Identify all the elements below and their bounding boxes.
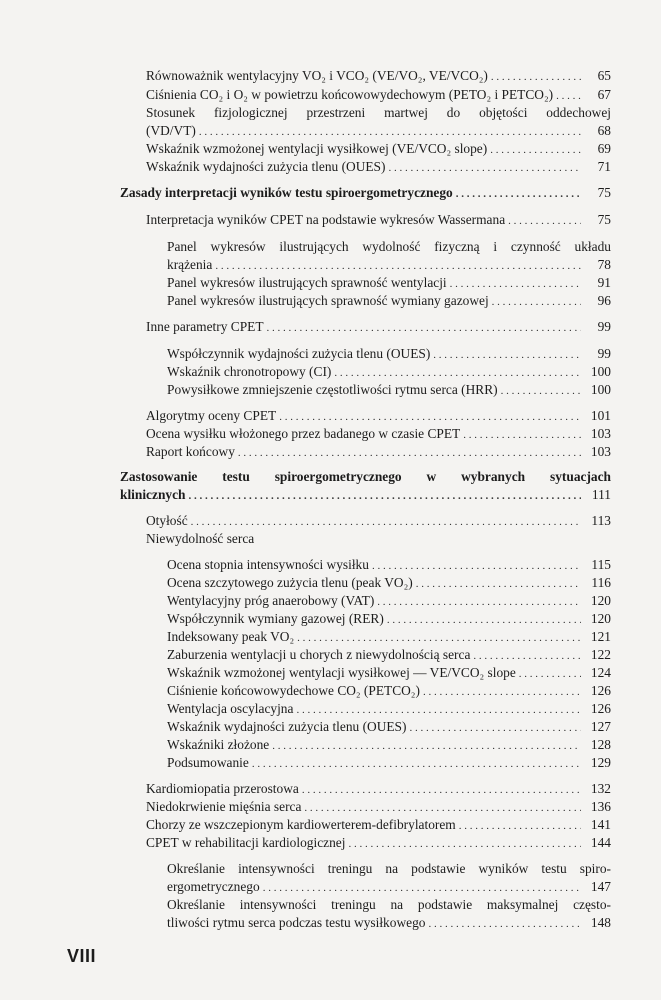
toc-entry-page: 136	[590, 799, 611, 814]
toc-entry-page: 103	[590, 426, 611, 441]
toc-entry[interactable]	[146, 407, 611, 426]
leader-dots	[263, 880, 581, 897]
toc-entry-page: 128	[590, 737, 611, 752]
leader-dots	[238, 445, 581, 462]
toc-entry-title: ergometrycznego	[167, 879, 260, 894]
toc-entry-title: Wskaźniki złożone	[167, 737, 270, 752]
toc-entry-title: Niedokrwienie mięśnia serca	[146, 799, 302, 814]
toc-entry-title: Ocena szczytowego zużycia tlenu (peak VO₂)	[167, 575, 413, 590]
toc-entry-page: 75	[597, 212, 611, 227]
toc-entry[interactable]	[167, 682, 611, 701]
leader-dots	[272, 738, 581, 755]
leader-dots	[348, 836, 581, 853]
toc-entry[interactable]	[167, 363, 611, 382]
toc-entry-title: Wskaźnik wydajności zużycia tlenu (OUES)	[146, 159, 386, 174]
leader-dots	[388, 160, 581, 177]
toc-entry[interactable]	[146, 816, 611, 835]
toc-entry-title: Algorytmy oceny CPET	[146, 408, 277, 423]
leader-dots	[428, 916, 581, 933]
toc-entry-page: 71	[597, 159, 611, 174]
leader-dots	[267, 320, 581, 337]
toc-entry-title: Niewydolność serca	[146, 531, 255, 546]
toc-entry-title: Określanie intensywności treningu na podstawie wyników testu spiro-	[167, 861, 611, 876]
toc-entry-page: 103	[590, 444, 611, 459]
leader-dots	[508, 213, 581, 230]
toc-chapter[interactable]	[120, 184, 611, 203]
toc-entry[interactable]	[146, 834, 611, 853]
leader-dots	[252, 756, 581, 773]
toc-entry[interactable]	[167, 628, 611, 647]
toc-entry-line2[interactable]	[167, 878, 611, 897]
page-number: VIII	[67, 946, 97, 966]
toc-entry-title: Indeksowany peak VO₂	[167, 629, 295, 644]
leader-dots	[199, 124, 581, 141]
toc-entry-page: 68	[597, 123, 611, 138]
leader-dots	[377, 594, 581, 611]
toc-entry[interactable]	[167, 646, 611, 665]
toc-entry[interactable]	[167, 664, 611, 683]
leader-dots	[450, 276, 581, 293]
toc-entry-title: Raport końcowy	[146, 444, 235, 459]
toc-entry-page: 100	[590, 364, 611, 379]
toc-entry[interactable]	[167, 574, 611, 593]
toc-entry-title: Panel wykresów ilustrujących wydolność fizyczną i czynność układu	[167, 239, 611, 254]
toc-entry-title: Określanie intensywności treningu na podstawie maksymalnej często-	[167, 897, 611, 912]
toc-entry-page: 113	[591, 513, 611, 528]
leader-dots	[433, 347, 581, 364]
toc-entry-title: Interpretacja wyników CPET na podstawie wykresów Wassermana	[146, 212, 506, 227]
toc-entry-title: Inne parametry CPET	[146, 319, 264, 334]
toc-entry-title: Podsumowanie	[167, 755, 249, 770]
toc-entry[interactable]	[167, 700, 611, 719]
toc-entry[interactable]	[167, 592, 611, 611]
toc-entry-title: Ciśnienia CO₂ i O₂ w powietrzu końcowowydechowym (PETO₂ i PETCO₂)	[146, 87, 554, 102]
toc-entry[interactable]	[167, 736, 611, 755]
leader-dots	[296, 702, 581, 719]
toc-entry[interactable]	[146, 86, 611, 105]
toc-entry-page: 144	[590, 835, 611, 850]
toc-entry-title: Zaburzenia wentylacji u chorych z niewydolnością serca	[167, 647, 471, 662]
toc-entry-line1[interactable]	[167, 860, 611, 877]
toc-entry-page: 100	[590, 382, 611, 397]
toc-entry-title: CPET w rehabilitacji kardiologicznej	[146, 835, 346, 850]
toc-entry[interactable]	[146, 158, 611, 177]
toc-chapter-line2[interactable]	[120, 486, 611, 505]
toc-entry-page: 141	[590, 817, 611, 832]
toc-entry-page: 126	[590, 701, 611, 716]
toc-entry-page: 147	[590, 879, 611, 894]
toc-entry[interactable]	[146, 211, 611, 230]
toc-entry-line1[interactable]	[146, 104, 611, 121]
toc-entry-title: Ocena stopnia intensywności wysiłku	[167, 557, 369, 572]
leader-dots	[191, 514, 581, 531]
leader-dots	[473, 648, 581, 665]
leader-dots	[416, 576, 581, 593]
toc-entry-line1[interactable]	[167, 896, 611, 913]
toc-entry-line1[interactable]	[167, 238, 611, 255]
toc-entry-title: Współczynnik wymiany gazowej (RER)	[167, 611, 384, 626]
leader-dots	[334, 365, 581, 382]
toc-entry-page: 96	[597, 293, 611, 308]
toc-entry[interactable]	[146, 425, 611, 444]
toc-entry-title: tliwości rytmu serca podczas testu wysiłkowego	[167, 915, 426, 930]
toc-entry-title: Wskaźnik wzmożonej wentylacji wysiłkowej (VE/VCO₂ slope)	[146, 141, 488, 156]
toc-entry-title: Wskaźnik wzmożonej wentylacji wysiłkowej — VE/VCO₂ slope	[167, 665, 516, 680]
leader-dots	[297, 630, 581, 647]
leader-dots	[492, 294, 581, 311]
leader-dots	[409, 720, 581, 737]
toc-entry[interactable]	[167, 274, 611, 293]
toc-chapter-title: Zasady interpretacji wyników testu spiroergometrycznego	[120, 185, 453, 200]
toc-entry[interactable]	[167, 381, 611, 400]
toc-entry[interactable]	[146, 140, 611, 159]
toc-entry-title: Wskaźnik chronotropowy (CI)	[167, 364, 332, 379]
leader-dots	[490, 142, 581, 159]
toc-entry-title: Wentylacyjny próg anaerobowy (VAT)	[167, 593, 375, 608]
toc-entry-page: 75	[597, 185, 611, 200]
toc-entry-page: 120	[590, 611, 611, 626]
leader-dots	[302, 782, 581, 799]
toc-entry-page: 101	[590, 408, 611, 423]
toc-entry-title: Panel wykresów ilustrujących sprawność wymiany gazowej	[167, 293, 489, 308]
toc-entry[interactable]	[167, 345, 611, 364]
leader-dots	[456, 186, 581, 203]
toc-entry-page: 78	[597, 257, 611, 272]
leader-dots	[423, 684, 581, 701]
leader-dots	[459, 818, 581, 835]
leader-dots	[279, 409, 581, 426]
toc-entry[interactable]	[146, 798, 611, 817]
leader-dots	[519, 666, 581, 683]
toc-entry-title: Powysiłkowe zmniejszenie częstotliwości rytmu serca (HRR)	[167, 382, 498, 397]
leader-dots	[491, 69, 581, 86]
toc-entry-title: Równoważnik wentylacyjny VO₂ i VCO₂ (VE/VO₂, VE/VCO₂)	[146, 68, 488, 83]
toc-entry-title: Kardiomiopatia przerostowa	[146, 781, 299, 796]
leader-dots	[372, 558, 581, 575]
leader-dots	[188, 488, 581, 505]
toc-entry-page: 126	[590, 683, 611, 698]
leader-dots	[463, 427, 581, 444]
toc-entry[interactable]	[167, 610, 611, 629]
toc-entry-title: Stosunek fizjologicznej przestrzeni martwej do objętości oddechowej	[146, 105, 611, 120]
toc-entry[interactable]	[146, 443, 611, 462]
toc-entry-title: Panel wykresów ilustrujących sprawność wentylacji	[167, 275, 447, 290]
toc-entry-page: 115	[591, 557, 611, 572]
toc-entry-title: Otyłość	[146, 513, 188, 528]
leader-dots	[387, 612, 581, 629]
toc-entry[interactable]	[167, 556, 611, 575]
leader-dots	[304, 800, 581, 817]
toc-entry-title: (VD/VT)	[146, 123, 196, 138]
toc-entry-line2[interactable]	[146, 122, 611, 141]
toc-entry-page: 129	[590, 755, 611, 770]
toc-entry-page: 132	[590, 781, 611, 796]
toc-entry-title: Ocena wysiłku włożonego przez badanego w czasie CPET	[146, 426, 461, 441]
toc-entry-page: 124	[590, 665, 611, 680]
leader-dots	[501, 383, 581, 400]
toc-entry[interactable]	[146, 530, 611, 549]
toc-entry-page: 67	[597, 87, 611, 102]
toc-entry[interactable]	[146, 318, 611, 337]
toc-entry[interactable]	[167, 718, 611, 737]
toc-entry-page: 91	[597, 275, 611, 290]
toc-entry-page: 121	[590, 629, 611, 644]
toc-entry-line2[interactable]	[167, 256, 611, 275]
toc-entry[interactable]	[146, 780, 611, 799]
toc-entry-title: Chorzy ze wszczepionym kardiowerterem-defibrylatorem	[146, 817, 456, 832]
toc-entry-page: 127	[590, 719, 611, 734]
toc-entry-page: 116	[591, 575, 611, 590]
toc-entry[interactable]	[167, 292, 611, 311]
leader-dots	[556, 88, 581, 105]
toc-entry-page: 111	[591, 487, 611, 502]
toc-entry-title: krążenia	[167, 257, 213, 272]
toc-entry-page: 120	[590, 593, 611, 608]
toc-entry[interactable]	[146, 67, 611, 86]
toc-entry-title: Wentylacja oscylacyjna	[167, 701, 294, 716]
toc-entry-title: Wskaźnik wydajności zużycia tlenu (OUES)	[167, 719, 407, 734]
toc-entry-title: Współczynnik wydajności zużycia tlenu (OUES)	[167, 346, 431, 361]
leader-dots	[215, 258, 581, 275]
toc-chapter-line1[interactable]	[120, 468, 611, 485]
toc-chapter-title: klinicznych	[120, 487, 186, 502]
toc-entry-page: 99	[597, 346, 611, 361]
toc-entry-page: 99	[597, 319, 611, 334]
toc-entry-page: 69	[597, 141, 611, 156]
toc-entry-page: 65	[597, 68, 611, 83]
toc-chapter-title: Zastosowanie testu spiroergometrycznego w wybranych sytuacjach	[120, 469, 611, 484]
toc-entry[interactable]	[167, 754, 611, 773]
toc-entry-line2[interactable]	[167, 914, 611, 933]
toc-entry-page: 122	[590, 647, 611, 662]
toc-entry[interactable]	[146, 512, 611, 531]
toc-entry-title: Ciśnienie końcowowydechowe CO₂ (PETCO₂)	[167, 683, 420, 698]
toc-entry-page: 148	[590, 915, 611, 930]
